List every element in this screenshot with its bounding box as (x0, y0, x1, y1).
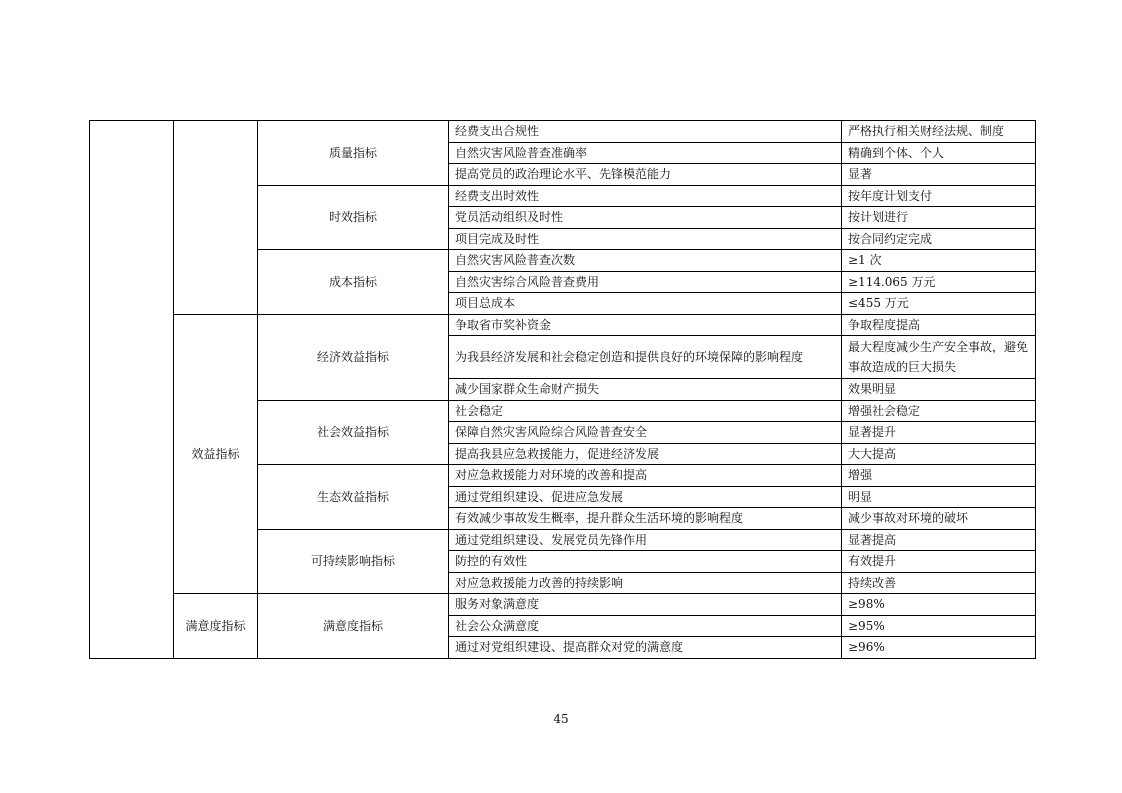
indicator-cell: 通过党组织建设、促进应急发展 (449, 486, 842, 508)
level1-cell-output-blank (174, 121, 258, 315)
value-cell: 显著 (842, 164, 1036, 186)
value-cell: 明显 (842, 486, 1036, 508)
indicator-cell: 党员活动组织及时性 (449, 207, 842, 229)
performance-indicator-table (89, 120, 1036, 659)
value-cell: 争取程度提高 (842, 314, 1036, 336)
indicator-cell: 项目完成及时性 (449, 228, 842, 250)
level2-quality: 质量指标 (258, 121, 449, 186)
indicator-cell: 自然灾害风险普查准确率 (449, 142, 842, 164)
indicator-cell: 争取省市奖补资金 (449, 314, 842, 336)
value-cell: 精确到个体、个人 (842, 142, 1036, 164)
value-cell: ≥96% (842, 637, 1036, 659)
indicator-cell: 通过对党组织建设、提高群众对党的满意度 (449, 637, 842, 659)
level2-economic: 经济效益指标 (258, 314, 449, 400)
value-cell: 增强 (842, 465, 1036, 487)
value-cell: 按年度计划支付 (842, 185, 1036, 207)
indicator-cell: 保障自然灾害风险综合风险普查安全 (449, 422, 842, 444)
level1-cell-blank (90, 121, 174, 659)
value-cell: 显著提高 (842, 529, 1036, 551)
indicator-cell: 社会公众满意度 (449, 615, 842, 637)
value-cell: 大大提高 (842, 443, 1036, 465)
page-number: 45 (553, 712, 569, 726)
value-cell: 最大程度减少生产安全事故，避免事故造成的巨大损失 (842, 336, 1036, 379)
value-cell: 增强社会稳定 (842, 400, 1036, 422)
indicator-cell: 提高党员的政治理论水平、先锋模范能力 (449, 164, 842, 186)
value-cell: ≥114.065 万元 (842, 271, 1036, 293)
indicator-cell: 自然灾害风险普查次数 (449, 250, 842, 272)
level1-satisfaction: 满意度指标 (174, 594, 258, 659)
indicator-cell: 自然灾害综合风险普查费用 (449, 271, 842, 293)
indicator-cell: 经费支出合规性 (449, 121, 842, 143)
indicator-cell: 对应急救援能力对环境的改善和提高 (449, 465, 842, 487)
table-row (90, 594, 1036, 616)
table-row (90, 314, 1036, 336)
indicator-cell: 项目总成本 (449, 293, 842, 315)
indicator-cell: 通过党组织建设、发展党员先锋作用 (449, 529, 842, 551)
indicator-cell: 提高我县应急救援能力，促进经济发展 (449, 443, 842, 465)
indicator-cell: 经费支出时效性 (449, 185, 842, 207)
value-cell: 按计划进行 (842, 207, 1036, 229)
indicator-cell: 服务对象满意度 (449, 594, 842, 616)
value-cell: ≥98% (842, 594, 1036, 616)
level2-ecological: 生态效益指标 (258, 465, 449, 530)
value-cell: ≤455 万元 (842, 293, 1036, 315)
value-cell: 严格执行相关财经法规、制度 (842, 121, 1036, 143)
indicator-cell: 有效减少事故发生概率，提升群众生活环境的影响程度 (449, 508, 842, 530)
value-cell: 显著提升 (842, 422, 1036, 444)
value-cell: ≥95% (842, 615, 1036, 637)
indicator-cell: 对应急救援能力改善的持续影响 (449, 572, 842, 594)
level1-benefit: 效益指标 (174, 314, 258, 594)
indicator-cell: 防控的有效性 (449, 551, 842, 573)
value-cell: 有效提升 (842, 551, 1036, 573)
value-cell: 效果明显 (842, 379, 1036, 401)
level2-timeliness: 时效指标 (258, 185, 449, 250)
level2-cost: 成本指标 (258, 250, 449, 315)
table-row (90, 121, 1036, 143)
indicator-cell: 减少国家群众生命财产损失 (449, 379, 842, 401)
value-cell: 减少事故对环境的破坏 (842, 508, 1036, 530)
value-cell: ≥1 次 (842, 250, 1036, 272)
indicator-cell: 为我县经济发展和社会稳定创造和提供良好的环境保障的影响程度 (449, 336, 842, 379)
level2-satisfaction: 满意度指标 (258, 594, 449, 659)
level2-sustainable: 可持续影响指标 (258, 529, 449, 594)
indicator-cell: 社会稳定 (449, 400, 842, 422)
value-cell: 持续改善 (842, 572, 1036, 594)
value-cell: 按合同约定完成 (842, 228, 1036, 250)
level2-social: 社会效益指标 (258, 400, 449, 465)
